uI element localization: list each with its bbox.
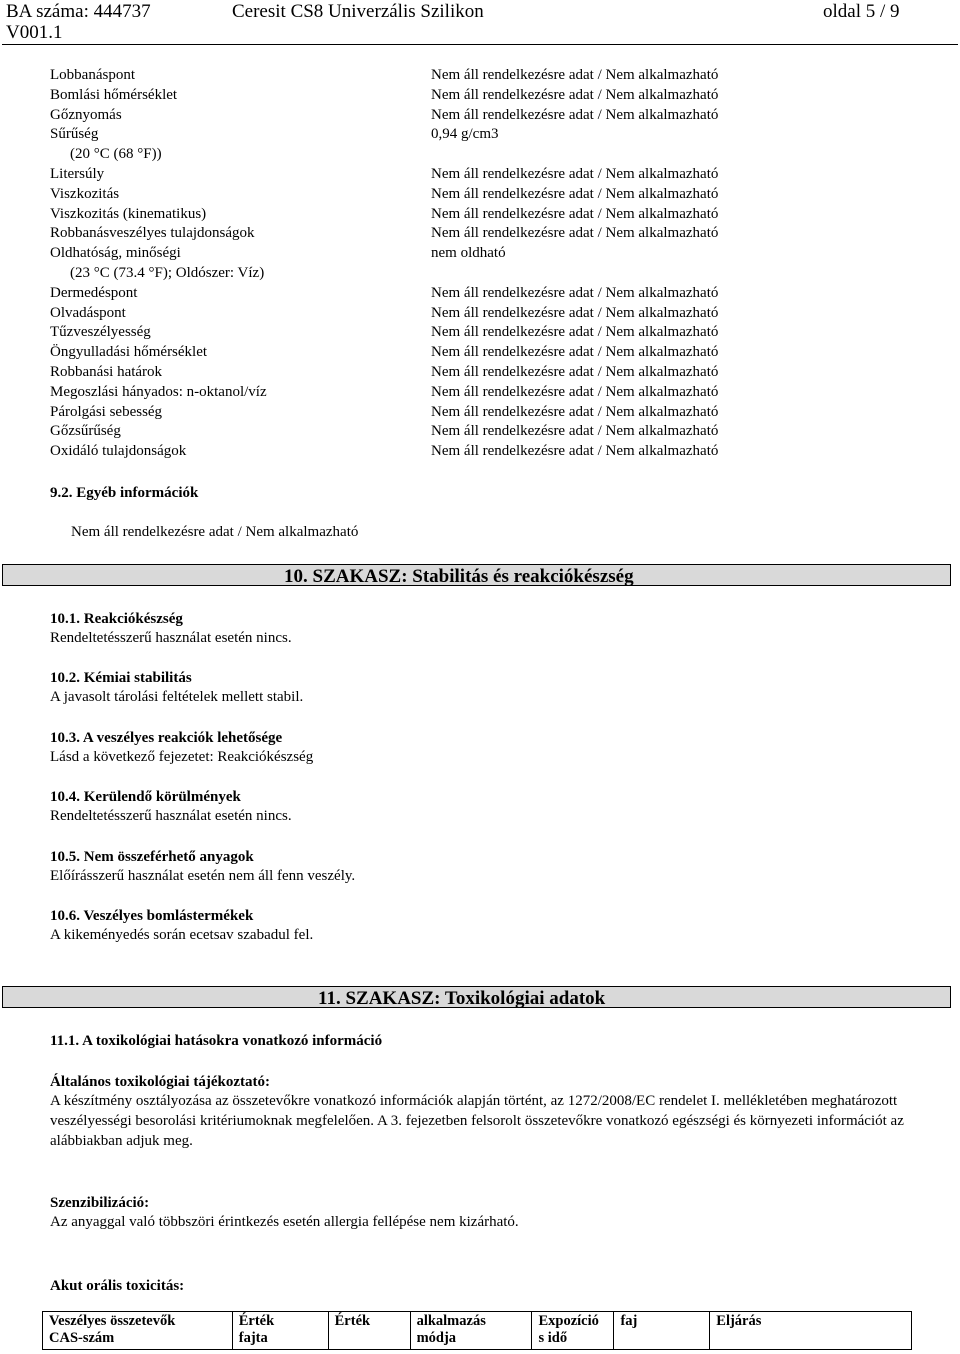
property-row — [50, 383, 910, 403]
property-value: Nem áll rendelkezésre adat / Nem alkalmazható — [431, 383, 719, 400]
property-name: Oldhatóság, minőségi — [50, 245, 181, 262]
property-value: Nem áll rendelkezésre adat / Nem alkalmazható — [431, 106, 719, 123]
section-9-2-text: Nem áll rendelkezésre adat / Nem alkalmazható — [71, 524, 359, 540]
properties-list — [50, 66, 910, 462]
table-header-cell: Érték fajta — [232, 1312, 328, 1350]
property-name: Robbanásveszélyes tulajdonságok — [50, 225, 255, 242]
property-name: Tűzveszélyesség — [50, 324, 151, 341]
property-value: Nem áll rendelkezésre adat / Nem alkalmazható — [431, 205, 719, 222]
table-header-cell: alkalmazás módja — [410, 1312, 532, 1350]
property-value: Nem áll rendelkezésre adat / Nem alkalmazható — [431, 443, 719, 460]
item-10-6-heading: 10.6. Veszélyes bomlástermékek — [50, 908, 254, 924]
property-row — [50, 86, 910, 106]
property-name: Robbanási határok — [50, 363, 163, 380]
item-10-1-text: Rendeltetésszerű használat esetén nincs. — [50, 630, 292, 646]
property-name: Lobbanáspont — [50, 67, 135, 83]
item-10-2-text: A javasolt tárolási feltételek mellett stabil. — [50, 689, 304, 705]
property-value: Nem áll rendelkezésre adat / Nem alkalmazható — [431, 363, 719, 380]
property-value: Nem áll rendelkezésre adat / Nem alkalmazható — [431, 304, 719, 321]
property-row — [50, 244, 910, 264]
property-name: Oxidáló tulajdonságok — [50, 443, 187, 460]
table-header-cell: faj — [614, 1312, 710, 1350]
property-row — [50, 403, 910, 423]
general-tox-heading: Általános toxikológiai tájékoztató: — [50, 1074, 270, 1090]
property-value: Nem áll rendelkezésre adat / Nem alkalmazható — [431, 423, 719, 440]
table-header-cell: Veszélyes összetevők CAS-szám — [43, 1312, 233, 1350]
item-10-4-text: Rendeltetésszerű használat esetén nincs. — [50, 808, 292, 824]
header-divider — [2, 44, 958, 45]
item-10-5-heading: 10.5. Nem összeférhető anyagok — [50, 849, 254, 865]
property-row — [50, 304, 910, 324]
property-row — [50, 165, 910, 185]
property-name: Párolgási sebesség — [50, 403, 163, 420]
item-11-1-heading: 11.1. A toxikológiai hatásokra vonatkozó információ — [50, 1033, 383, 1049]
property-value: Nem áll rendelkezésre adat / Nem alkalmazható — [431, 284, 719, 301]
property-value: 0,94 g/cm3 — [431, 126, 499, 143]
section-11-title: 11. SZAKASZ: Toxikológiai adatok — [318, 988, 606, 1009]
property-name: Megoszlási hányados: n-oktanol/víz — [50, 383, 267, 400]
property-name: Dermedéspont — [50, 284, 138, 301]
property-row — [50, 125, 910, 145]
general-tox-text: A készítmény osztályozása az összetevőkre vonatkozó információk alapján történt, az 1272/2008/EC rendelet I. mellékletében meghatározott veszélyességi besorolási kritériumoknak megfelelően. A 3. fejezetben felsorolt összetevőkre vonatkozó egészségi és környezeti információt az alábbiakban adjuk meg. — [50, 1093, 904, 1149]
property-row — [50, 323, 910, 343]
property-name: Litersúly — [50, 165, 105, 182]
property-row — [50, 106, 910, 126]
property-row — [50, 363, 910, 383]
property-row — [50, 264, 910, 284]
property-row — [50, 145, 910, 165]
table-header-cell: Érték — [328, 1312, 410, 1350]
sensitization-heading: Szenzibilizáció: — [50, 1195, 150, 1211]
property-value: Nem áll rendelkezésre adat / Nem alkalmazható — [431, 165, 719, 182]
property-value: Nem áll rendelkezésre adat / Nem alkalmazható — [431, 403, 719, 420]
item-10-6-text: A kikeményedés során ecetsav szabadul fel. — [50, 927, 314, 943]
table-header-row — [43, 1312, 912, 1350]
property-row — [50, 422, 910, 442]
property-name: Bomlási hőmérséklet — [50, 86, 178, 103]
property-value: Nem áll rendelkezésre adat / Nem alkalmazható — [431, 344, 719, 361]
property-value: Nem áll rendelkezésre adat / Nem alkalmazható — [431, 225, 719, 242]
property-name: Gőznyomás — [50, 106, 122, 123]
item-10-4-heading: 10.4. Kerülendő körülmények — [50, 789, 241, 805]
section-10-title: 10. SZAKASZ: Stabilitás és reakciókészség — [284, 566, 634, 587]
property-name: Viszkozitás (kinematikus) — [50, 205, 207, 222]
item-10-3-heading: 10.3. A veszélyes reakciók lehetősége — [50, 730, 283, 746]
acute-oral-table — [42, 1311, 912, 1350]
section-9-2-heading: 9.2. Egyéb információk — [50, 485, 199, 501]
item-10-5-text: Előírásszerű használat esetén nem áll fenn veszély. — [50, 868, 356, 884]
property-row — [50, 185, 910, 205]
property-row — [50, 284, 910, 304]
property-row — [50, 343, 910, 363]
property-row — [50, 442, 910, 462]
sensitization-text: Az anyaggal való többszöri érintkezés esetén allergia fellépése nem kizárható. — [50, 1214, 519, 1230]
property-name: Viszkozitás — [50, 185, 120, 202]
item-10-1-heading: 10.1. Reakciókészség — [50, 611, 183, 627]
page-number: oldal 5 / 9 — [823, 1, 900, 22]
property-name: Gőzsűrűség — [50, 423, 121, 440]
property-row — [50, 205, 910, 225]
table-header-cell: Eljárás — [710, 1312, 912, 1350]
property-name: Sűrűség — [50, 126, 99, 143]
property-value: Nem áll rendelkezésre adat / Nem alkalmazható — [431, 324, 719, 341]
property-value: Nem áll rendelkezésre adat / Nem alkalmazható — [431, 67, 719, 83]
property-condition: (23 °C (73.4 °F); Oldószer: Víz) — [70, 264, 265, 281]
property-value: Nem áll rendelkezésre adat / Nem alkalmazható — [431, 86, 719, 103]
property-row — [50, 66, 910, 86]
property-condition: (20 °C (68 °F)) — [70, 146, 162, 163]
ba-number: BA száma: 444737 — [6, 1, 151, 22]
product-name: Ceresit CS8 Univerzális Szilikon — [232, 1, 484, 22]
property-row — [50, 224, 910, 244]
property-value: Nem áll rendelkezésre adat / Nem alkalmazható — [431, 185, 719, 202]
table-header-cell: Expozíció s idő — [532, 1312, 614, 1350]
version: V001.1 — [6, 22, 63, 43]
property-value: nem oldható — [431, 245, 506, 262]
item-10-3-text: Lásd a következő fejezetet: Reakciókészség — [50, 749, 314, 765]
item-10-2-heading: 10.2. Kémiai stabilitás — [50, 670, 192, 686]
property-name: Öngyulladási hőmérséklet — [50, 344, 208, 361]
acute-oral-heading: Akut orális toxicitás: — [50, 1278, 185, 1294]
property-name: Olvadáspont — [50, 304, 126, 321]
